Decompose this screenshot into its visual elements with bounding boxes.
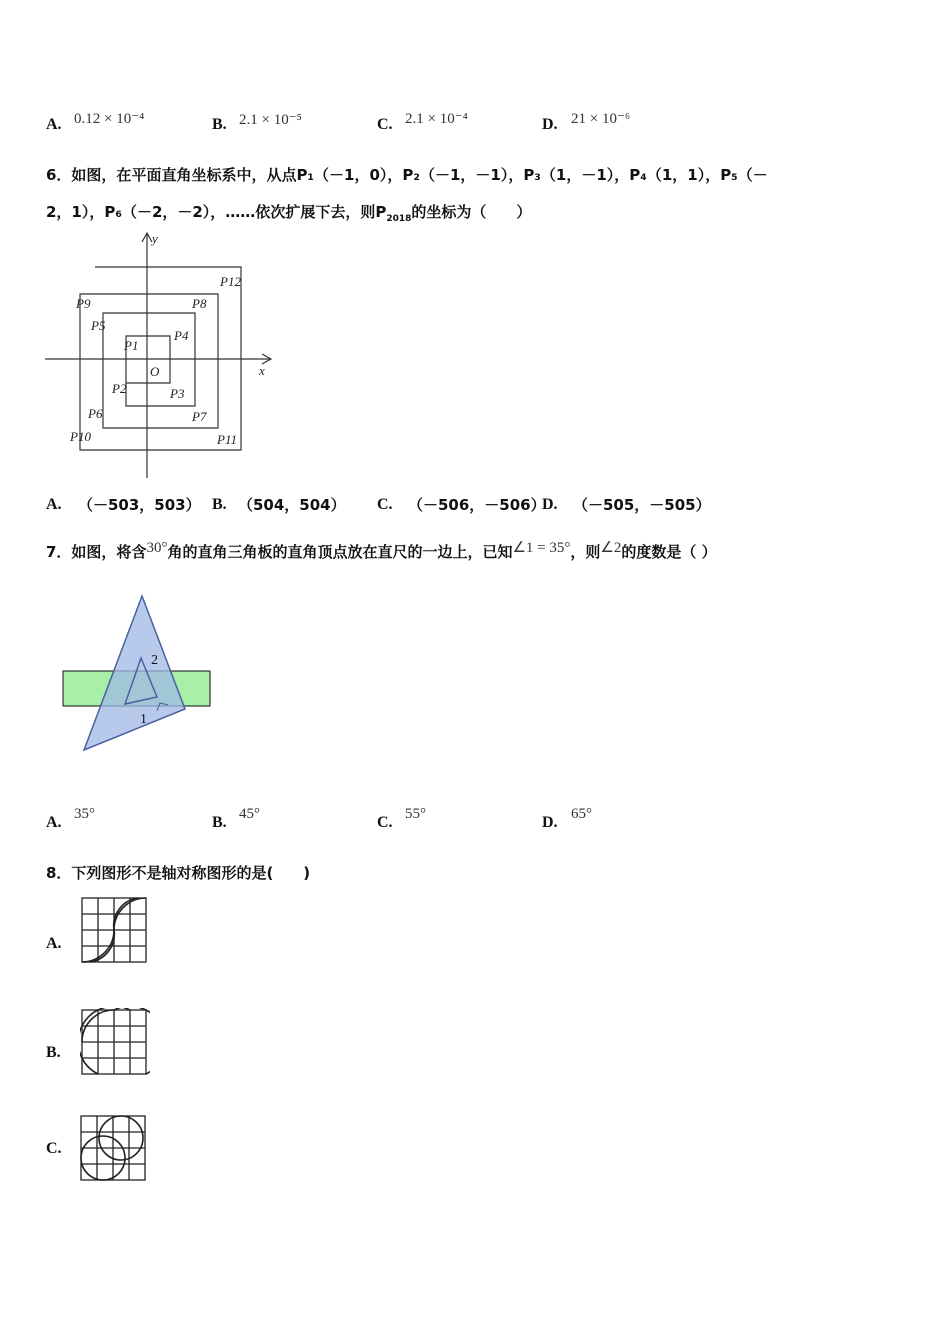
- q7-text-d: 的度数是（ ）: [621, 543, 717, 561]
- q6-text-line2: [46, 201, 531, 224]
- q7-option-c-value: 55°: [405, 806, 426, 822]
- p3-label: P3: [170, 386, 185, 401]
- q8-option-a-label: A.: [46, 935, 62, 952]
- q6-option-c-value: （－506，－506）: [408, 496, 546, 514]
- q5-option-b-label: B.: [212, 116, 227, 133]
- angle-1-label: 1: [140, 712, 147, 727]
- q6-coordinate-figure: [40, 228, 280, 480]
- p4-label: P4: [174, 328, 189, 343]
- q6-option-b-label: B.: [212, 496, 227, 513]
- y-axis-label: y: [152, 231, 158, 246]
- q6-option-c-label: C.: [377, 496, 393, 513]
- q5-option-a-value: 0.12 × 10⁻⁴: [74, 111, 145, 127]
- q6-option-d-label: D.: [542, 496, 558, 513]
- origin-label: O: [150, 364, 160, 379]
- p6-label: P6: [88, 406, 103, 421]
- q7-math-30deg: 30°: [146, 540, 168, 556]
- q7-text-c: ，则: [570, 543, 601, 561]
- p1-label: P1: [124, 338, 139, 353]
- p12-label: P12: [220, 274, 241, 289]
- q6-option-a-value: （－503，503）: [78, 496, 201, 514]
- q6-option-d-value: （－505，－505）: [573, 496, 711, 514]
- q6-text-line2-b: 的坐标为（ ）: [411, 203, 532, 221]
- q6-option-b-value: （504，504）: [238, 496, 346, 514]
- q8-figure-a: [80, 896, 150, 968]
- q5-option-c-value: 2.1 × 10⁻⁴: [405, 111, 468, 127]
- q8-figure-c: [79, 1114, 149, 1182]
- x-axis-label: x: [259, 363, 265, 378]
- q7-option-c-label: C.: [377, 814, 393, 831]
- q5-option-d-label: D.: [542, 116, 558, 133]
- q7-option-b-value: 45°: [239, 806, 260, 822]
- q7-option-b-label: B.: [212, 814, 227, 831]
- q7-ruler-triangle-figure: [56, 590, 218, 758]
- q5-option-c-label: C.: [377, 116, 393, 133]
- p10-label: P10: [70, 429, 91, 444]
- q7-text: [46, 541, 717, 562]
- q7-option-a-value: 35°: [74, 806, 95, 822]
- q7-math-angle2: ∠2: [600, 540, 622, 556]
- p7-label: P7: [192, 409, 207, 424]
- q6-text-line2-sub: 2018: [386, 214, 412, 224]
- q5-option-d-value: 21 × 10⁻⁶: [571, 111, 631, 127]
- q8-option-c-label: C.: [46, 1140, 62, 1157]
- q8-figure-b: [80, 1008, 150, 1080]
- q8-text: 8．下列图形不是轴对称图形的是( ): [46, 864, 311, 882]
- q7-option-a-label: A.: [46, 814, 62, 831]
- q5-option-a-label: A.: [46, 116, 62, 133]
- q5-option-b-value: 2.1 × 10⁻⁵: [239, 112, 302, 128]
- q8-option-b-label: B.: [46, 1044, 61, 1061]
- angle-2-label: 2: [151, 653, 158, 668]
- p8-label: P8: [192, 296, 207, 311]
- q7-text-a: 7．如图，将含: [46, 543, 147, 561]
- q7-text-b: 角的直角三角板的直角顶点放在直尺的一边上，已知: [167, 543, 513, 561]
- q7-math-angle1: ∠1 = 35°: [512, 540, 571, 556]
- p2-label: P2: [112, 381, 127, 396]
- q6-option-a-label: A.: [46, 496, 62, 513]
- p5-label: P5: [91, 318, 106, 333]
- q6-text-line2-a: 2，1），P₆（－2，－2），……依次扩展下去，则P: [46, 203, 387, 221]
- q6-text-line1: 6．如图，在平面直角坐标系中，从点P₁（－1，0），P₂（－1，－1），P₃（1，－1），P₄（1，1），P₅（－: [46, 166, 768, 184]
- p11-label: P11: [217, 432, 237, 447]
- p9-label: P9: [76, 296, 91, 311]
- q7-option-d-value: 65°: [571, 806, 592, 822]
- q7-option-d-label: D.: [542, 814, 558, 831]
